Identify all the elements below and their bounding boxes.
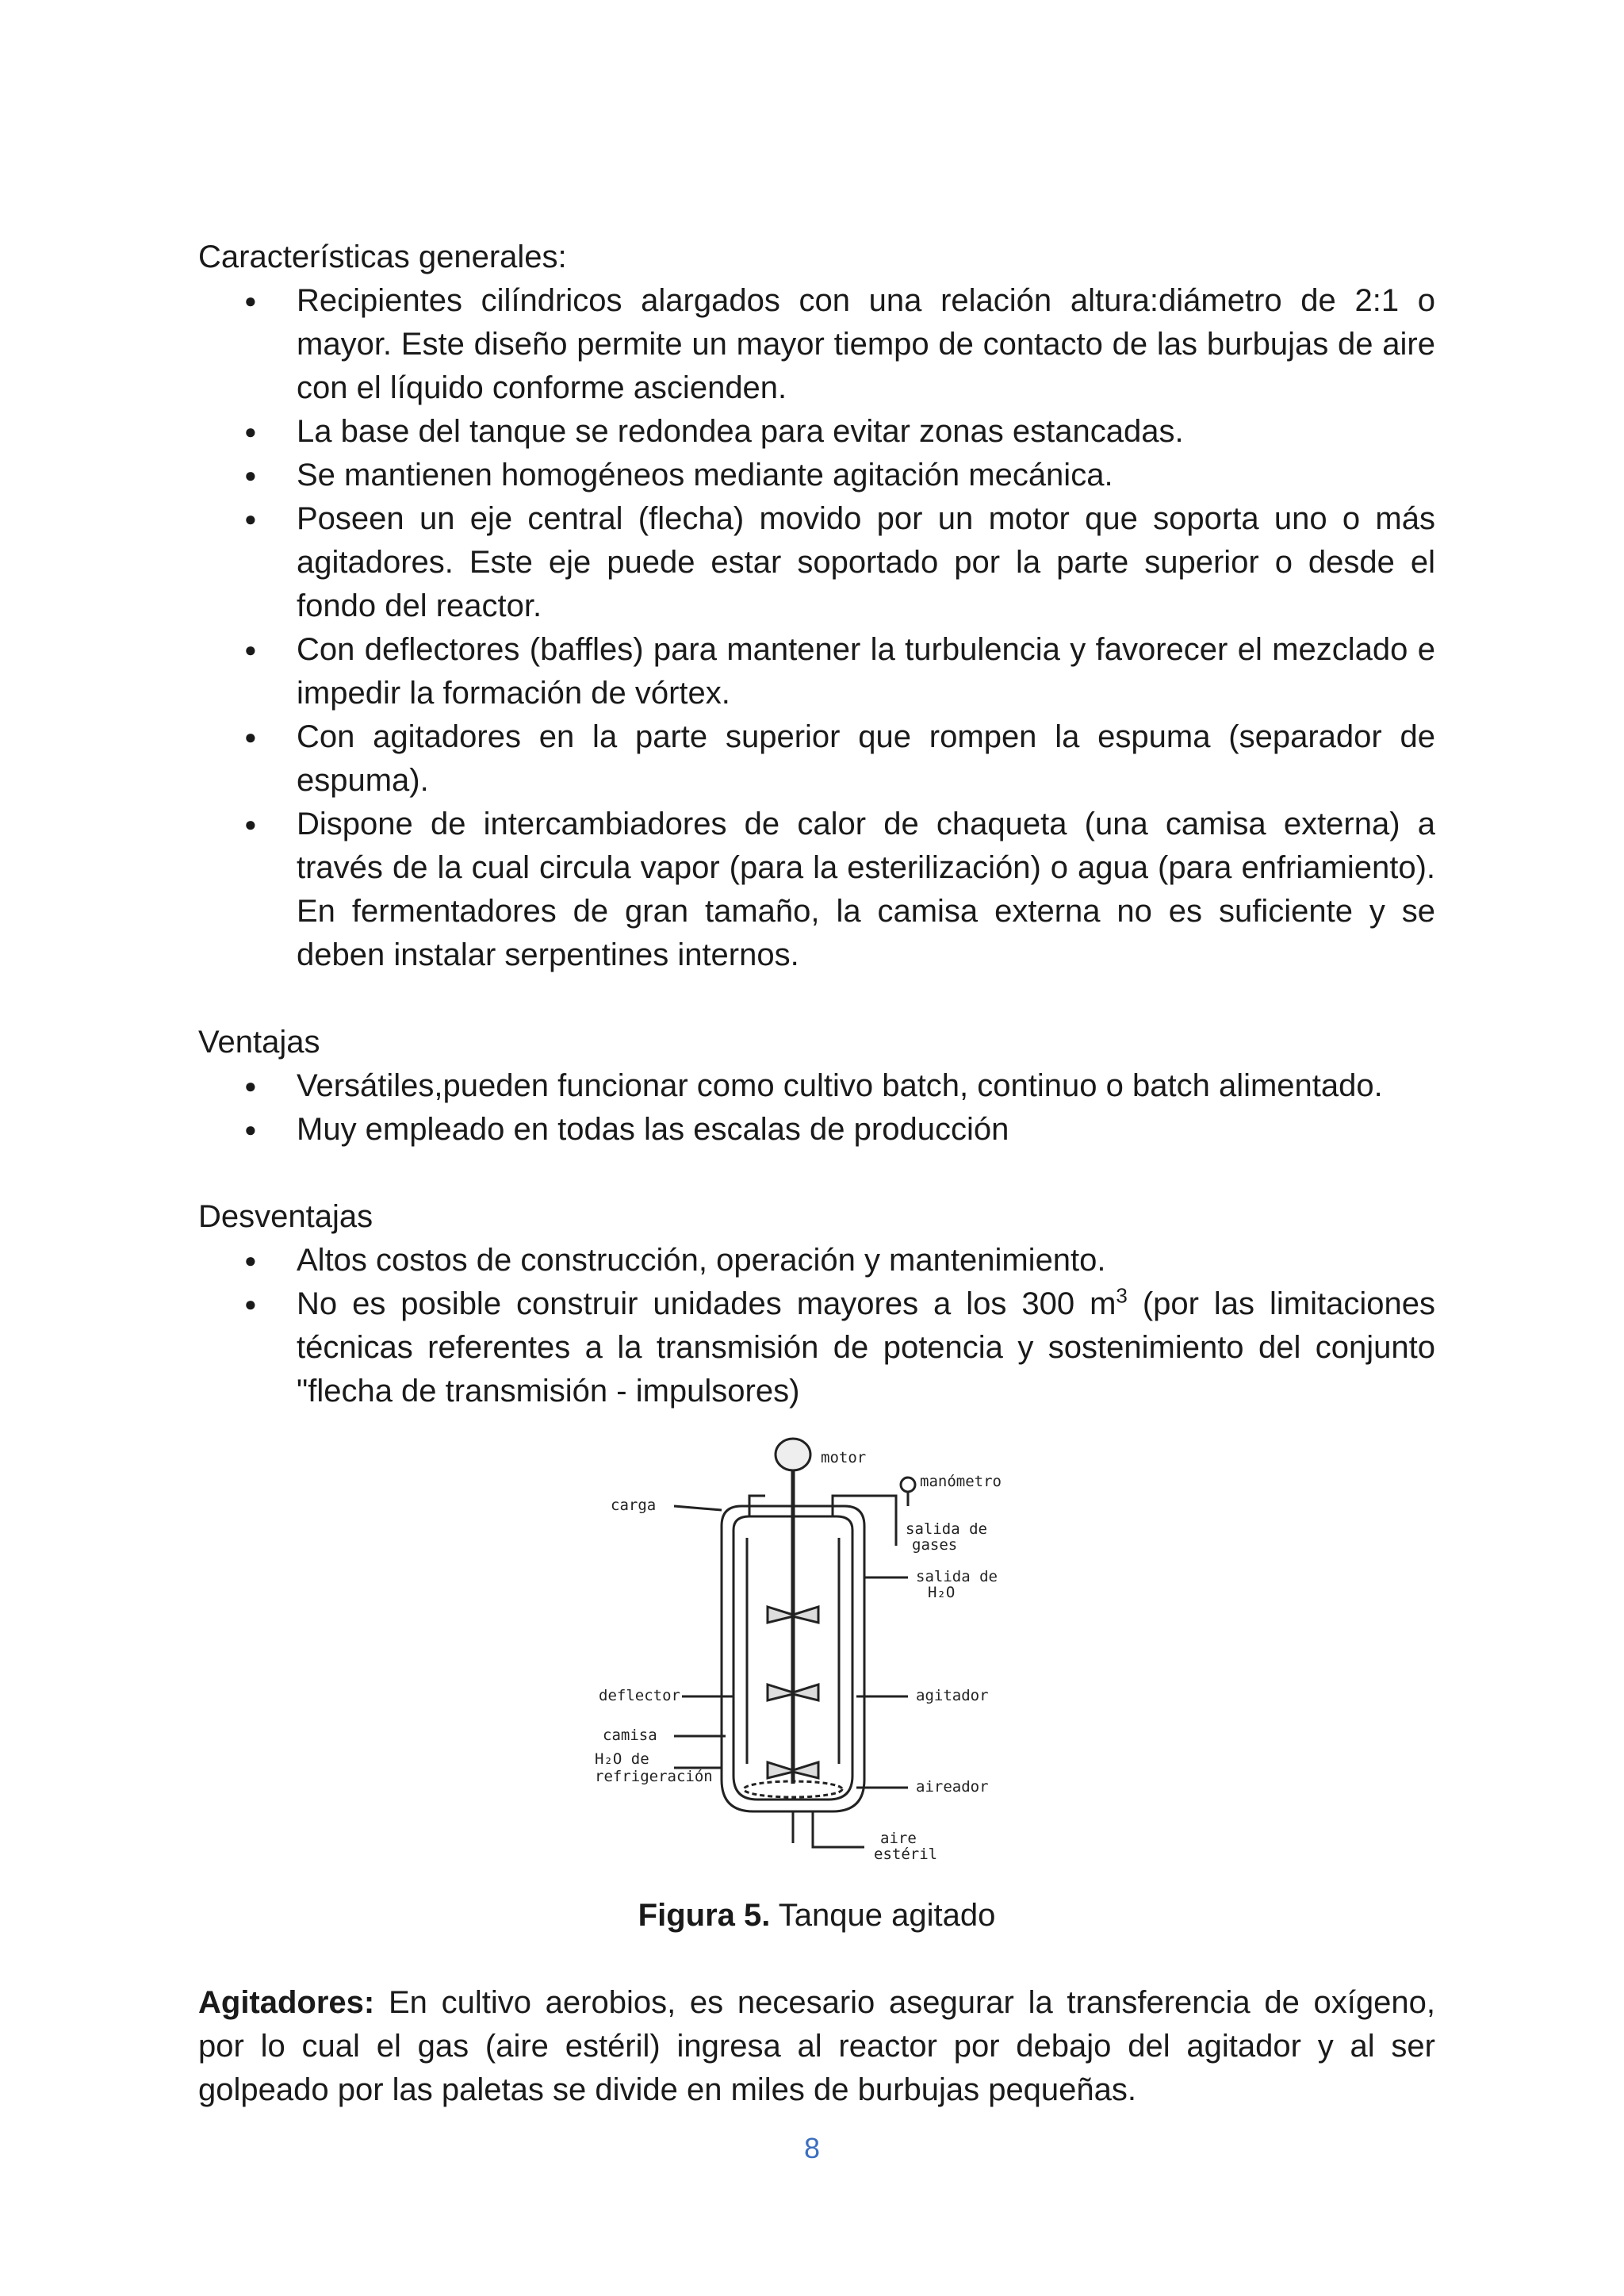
label-salida-h2o: salida de [916,1568,998,1585]
list-item: ● Con agitadores en la parte superior que rompen la espuma (separador de espuma). [297,715,1435,803]
desventajas-heading: Desventajas [198,1199,373,1234]
caracteristicas-list [198,279,1435,977]
list-item-text: No es posible construir unidades mayores a los 300 m [297,1286,1116,1321]
label-motor: motor [821,1449,867,1466]
label-aireador: aireador [916,1778,989,1796]
label-carga: carga [611,1497,657,1514]
label-h2o-refrigeracion-2: refrigeración [595,1768,713,1785]
list-item-text: (por las limitaciones técnicas referentes a la transmisión de potencia y sostenimiento del conjunto "flecha de transmisión - impulsores) [297,1286,1435,1409]
list-item: ● Muy empleado en todas las escalas de producción [297,1108,1435,1152]
label-aire-esteril: aire [880,1830,917,1847]
caracteristicas-heading: Características generales: [198,240,567,274]
page-content [198,236,1435,2144]
desventajas-list [198,1239,1435,1413]
caption-text: Tanque agitado [770,1898,996,1933]
figure-5 [198,1431,1435,1938]
label-aire-esteril-2: estéril [874,1846,938,1863]
list-item: ● La base del tanque se redondea para evitar zonas estancadas. [297,410,1435,454]
label-manometro: manómetro [920,1473,1002,1490]
list-item: ● Se mantienen homogéneos mediante agitación mecánica. [297,454,1435,497]
air-inlet [813,1811,864,1847]
agitadores-text: En cultivo aerobios, es necesario asegurar la transferencia de oxígeno, por lo cual el gas (aire estéril) ingresa al reactor por debajo del agitador y al ser golpeado por las paletas se divide en miles de burbujas pequeñas. [198,1985,1435,2107]
list-item: ● Versátiles,pueden funcionar como cultivo batch, continuo o batch alimentado. [297,1064,1435,1108]
ventajas-heading: Ventajas [198,1025,320,1060]
superscript: 3 [1116,1283,1128,1308]
agitadores-label: Agitadores: [198,1985,375,2020]
label-salida-h2o-2: H₂O [928,1584,956,1601]
figure-caption [198,1894,1435,1938]
list-item: ● Dispone de intercambiadores de calor de chaqueta (una camisa externa) a través de la cual circula vapor (para la esterilización) o agua (para enfriamiento). En fermentadores de gran tamaño, la camisa externa no es suficiente y se deben instalar serpentines internos. [297,803,1435,977]
label-h2o-refrigeracion: H₂O de [595,1750,649,1768]
caption-label: Figura 5. [638,1898,771,1933]
label-deflector: deflector [599,1687,680,1704]
list-item: ● Recipientes cilíndricos alargados con una relación altura:diámetro de 2:1 o mayor. Este diseño permite un mayor tiempo de contacto de las burbujas de aire con el líquido conforme ascienden. [297,279,1435,410]
list-item: ● Con deflectores (baffles) para mantener la turbulencia y favorecer el mezclado e impedir la formación de vórtex. [297,628,1435,715]
list-item: ● Poseen un eje central (flecha) movido por un motor que soporta uno o más agitadores. Este eje puede estar soportado por la parte superior o desde el fondo del reactor. [297,497,1435,628]
list-item [297,1282,1435,1413]
list-item: ● Altos costos de construcción, operación y mantenimiento. [297,1239,1435,1282]
ventajas-list [198,1064,1435,1152]
label-salida-gases-2: gases [912,1536,958,1554]
motor-icon [776,1439,810,1470]
label-salida-gases: salida de [906,1520,987,1538]
agitadores-paragraph [198,1981,1435,2112]
manometer-icon [901,1478,915,1492]
page-number: 8 [803,2132,821,2164]
label-agitador: agitador [916,1687,989,1704]
stirred-tank-diagram [595,1431,1039,1883]
label-camisa: camisa [603,1727,657,1744]
